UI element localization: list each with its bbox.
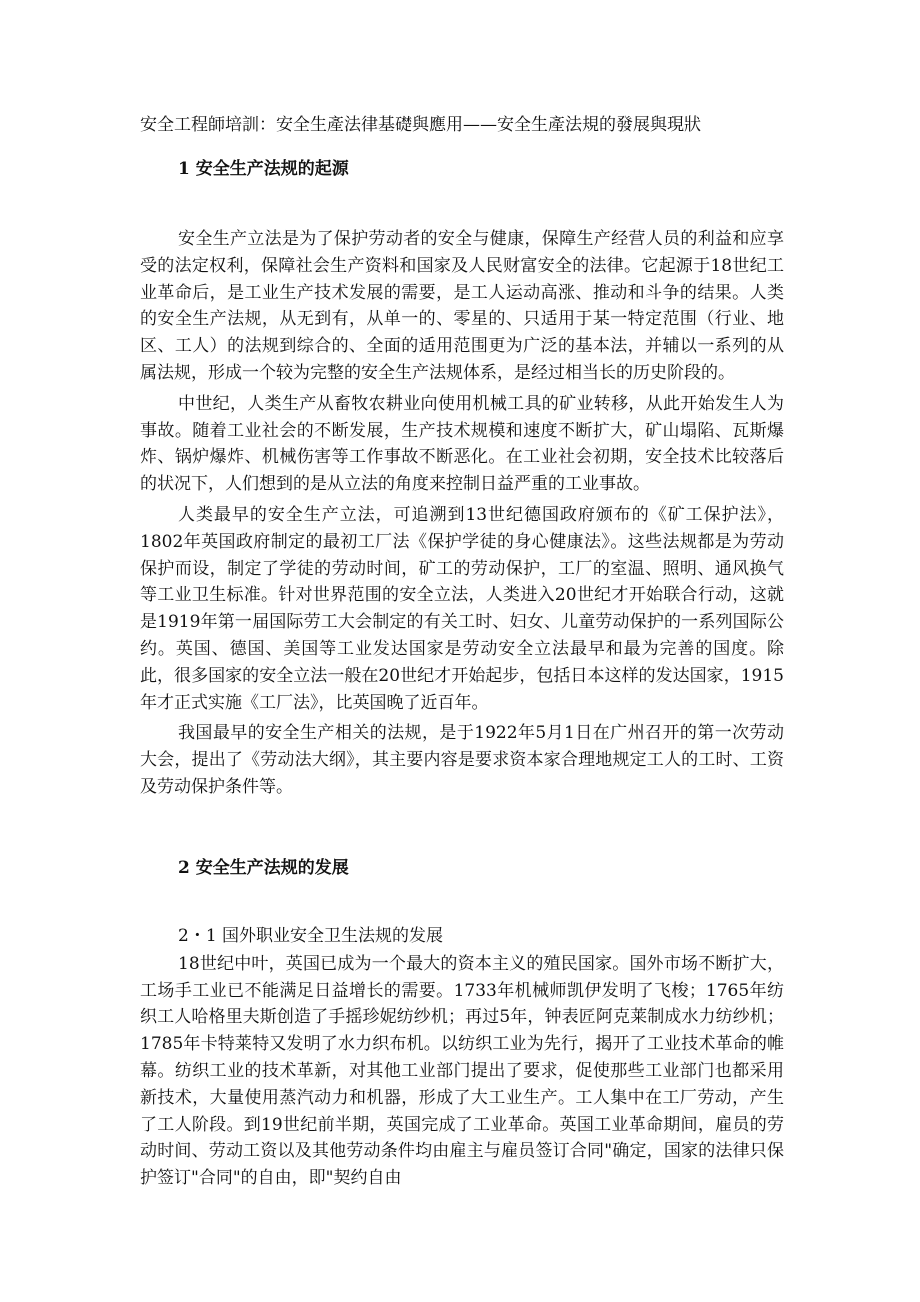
document-title: 安全工程師培訓：安全生產法律基礎與應用——安全生產法規的發展與現狀 [140,115,701,135]
section-1-paragraph-1: 安全生产立法是为了保护劳动者的安全与健康，保障生产经营人员的利益和应享受的法定权利，保障社会生产资料和国家及人民财富安全的法律。它起源于18世纪工业革命后，是工业生产技术发展的需要，是工人运动高涨、推动和斗争的结果。人类的安全生产法规，从无到有，从单一的、零星的、只适用于某一特定范围（行业、地区、工人）的法规到综合的、全面的适用范围更为广泛的基本法，并辅以一系列的从属法规，形成一个较为完整的安全生产法规体系，是经过相当长的历史阶段的。 [140,229,784,383]
document-page [140,112,784,1196]
section-1-heading: 1 安全生产法规的起源 [178,159,349,179]
section-2-paragraph-1: 18世纪中叶，英国已成为一个最大的资本主义的殖民国家。国外市场不断扩大，工场手工业已不能满足日益增长的需要。1733年机械师凯伊发明了飞梭；1765年纺织工人哈格里夫斯创造了手摇珍妮纺纱机；再过5年，钟表匠阿克莱制成水力纺纱机；1785年卡特莱特又发明了水力织布机。以纺织工业为先行，揭开了工业技术革命的帷幕。纺织工业的技术革新，对其他工业部门提出了要求，促使那些工业部门也都采用新技术，大量使用蒸汽动力和机器，形成了大工业生产。工人集中在工厂劳动，产生了工人阶段。到19世纪前半期，英国完成了工业革命。英国工业革命期间，雇员的劳动时间、劳动工资以及其他劳动条件均由雇主与雇员签订合同"确定，国家的法律只保护签订"合同"的自由，即"契约自由 [140,953,784,1189]
section-2-heading: 2 安全生产法规的发展 [178,857,349,878]
subsection-2-1-heading: 2・1 国外职业安全卫生法规的发展 [178,925,444,946]
section-1-paragraph-2: 中世纪，人类生产从畜牧农耕业向使用机械工具的矿业转移，从此开始发生人为事故。随着工业社会的不断发展，生产技术规模和速度不断扩大，矿山塌陷、瓦斯爆炸、锅炉爆炸、机械伤害等工作事故不断恶化。在工业社会初期，安全技术比较落后的状况下，人们想到的是从立法的角度来控制日益严重的工业事故。 [140,393,784,495]
section-1-paragraph-4: 我国最早的安全生产相关的法规，是于1922年5月1日在广州召开的第一次劳动大会，提出了《劳动法大纲》，其主要内容是要求资本家合理地规定工人的工时、工资及劳动保护条件等。 [140,723,784,797]
section-1-paragraph-3: 人类最早的安全生产立法，可追溯到13世纪德国政府颁布的《矿工保护法》，1802年英国政府制定的最初工厂法《保护学徒的身心健康法》。这些法规都是为劳动保护而设，制定了学徒的劳动时间，矿工的劳动保护，工厂的室温、照明、通风换气等工业卫生标准。针对世界范围的安全立法，人类进入20世纪才开始联合行动，这就是1919年第一届国际劳工大会制定的有关工时、妇女、儿童劳动保护的一系列国际公约。英国、德国、美国等工业发达国家是劳动安全立法最早和最为完善的国度。除此，很多国家的安全立法一般在20世纪才开始起步，包括日本这样的发达国家，1915年才正式实施《工厂法》，比英国晚了近百年。 [140,504,784,713]
